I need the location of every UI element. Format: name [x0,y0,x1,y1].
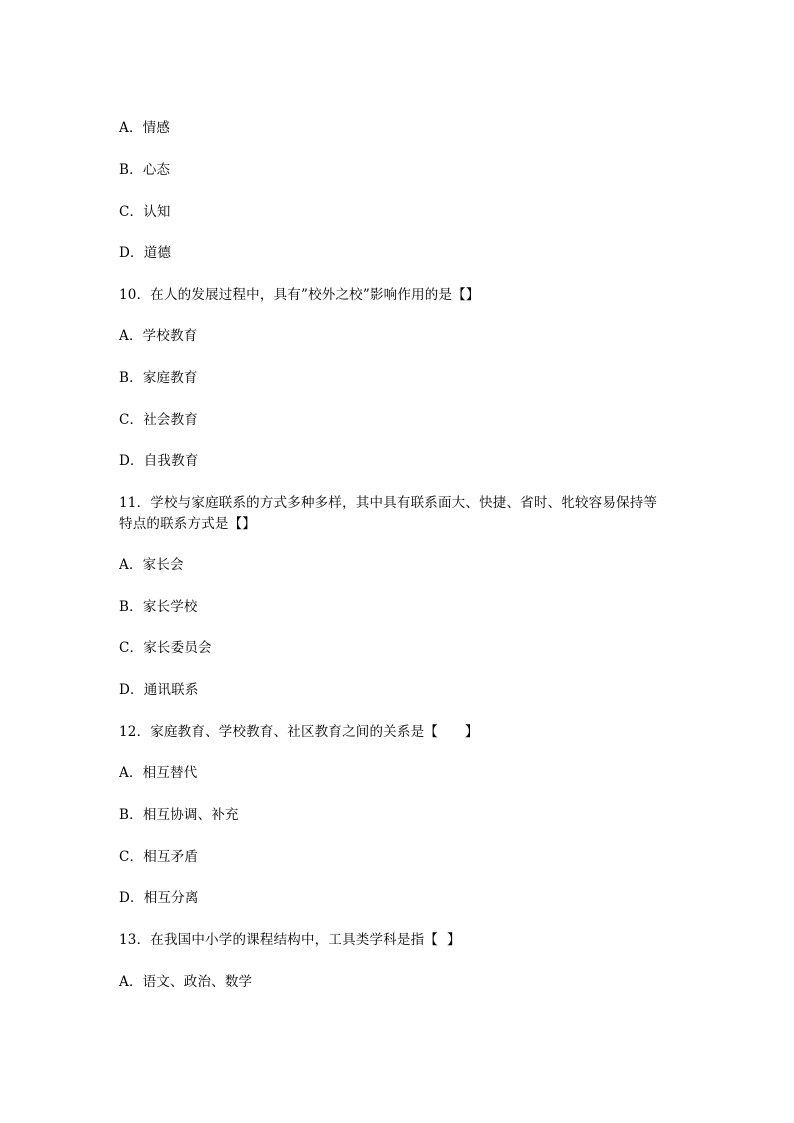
q12-option-b: B．相互协调、补充 [119,807,239,823]
q11-option-a: A．家长会 [119,557,184,573]
q11-stem-line2: 特点的联系方式是【】 [119,516,256,532]
q10-option-b: B．家庭教育 [119,370,198,386]
q9-option-c: C．认知 [119,204,171,220]
q11-option-d: D．通讯联系 [119,682,199,698]
q9-option-d: D．道德 [119,245,172,261]
q10-stem: 10．在人的发展过程中，具有”校外之校”影响作用的是【】 [119,287,480,303]
q12-option-c: C．相互矛盾 [119,849,199,865]
q9-option-b: B．心态 [119,162,171,178]
q13-stem: 13．在我国中小学的课程结构中，工具类学科是指【 】 [119,932,461,948]
q12-option-d: D．相互分离 [119,890,199,906]
q9-option-a: A．情感 [119,120,171,136]
q12-option-a: A．相互替代 [119,765,198,781]
q10-option-a: A．学校教育 [119,328,198,344]
q11-option-b: B．家长学校 [119,599,198,615]
q10-option-d: D．自我教育 [119,453,199,469]
q11-stem-line1: 11．学校与家庭联系的方式多种多样，其中具有联系面大、快捷、省时、牝较容易保持等 [119,495,658,511]
q11-option-c: C．家长委员会 [119,640,212,656]
q13-option-a: A．语文、政治、数学 [119,974,253,990]
q10-option-c: C．社会教育 [119,412,199,428]
q12-stem: 12．家庭教育、学校教育、社区教育之间的关系是【 】 [119,724,479,740]
